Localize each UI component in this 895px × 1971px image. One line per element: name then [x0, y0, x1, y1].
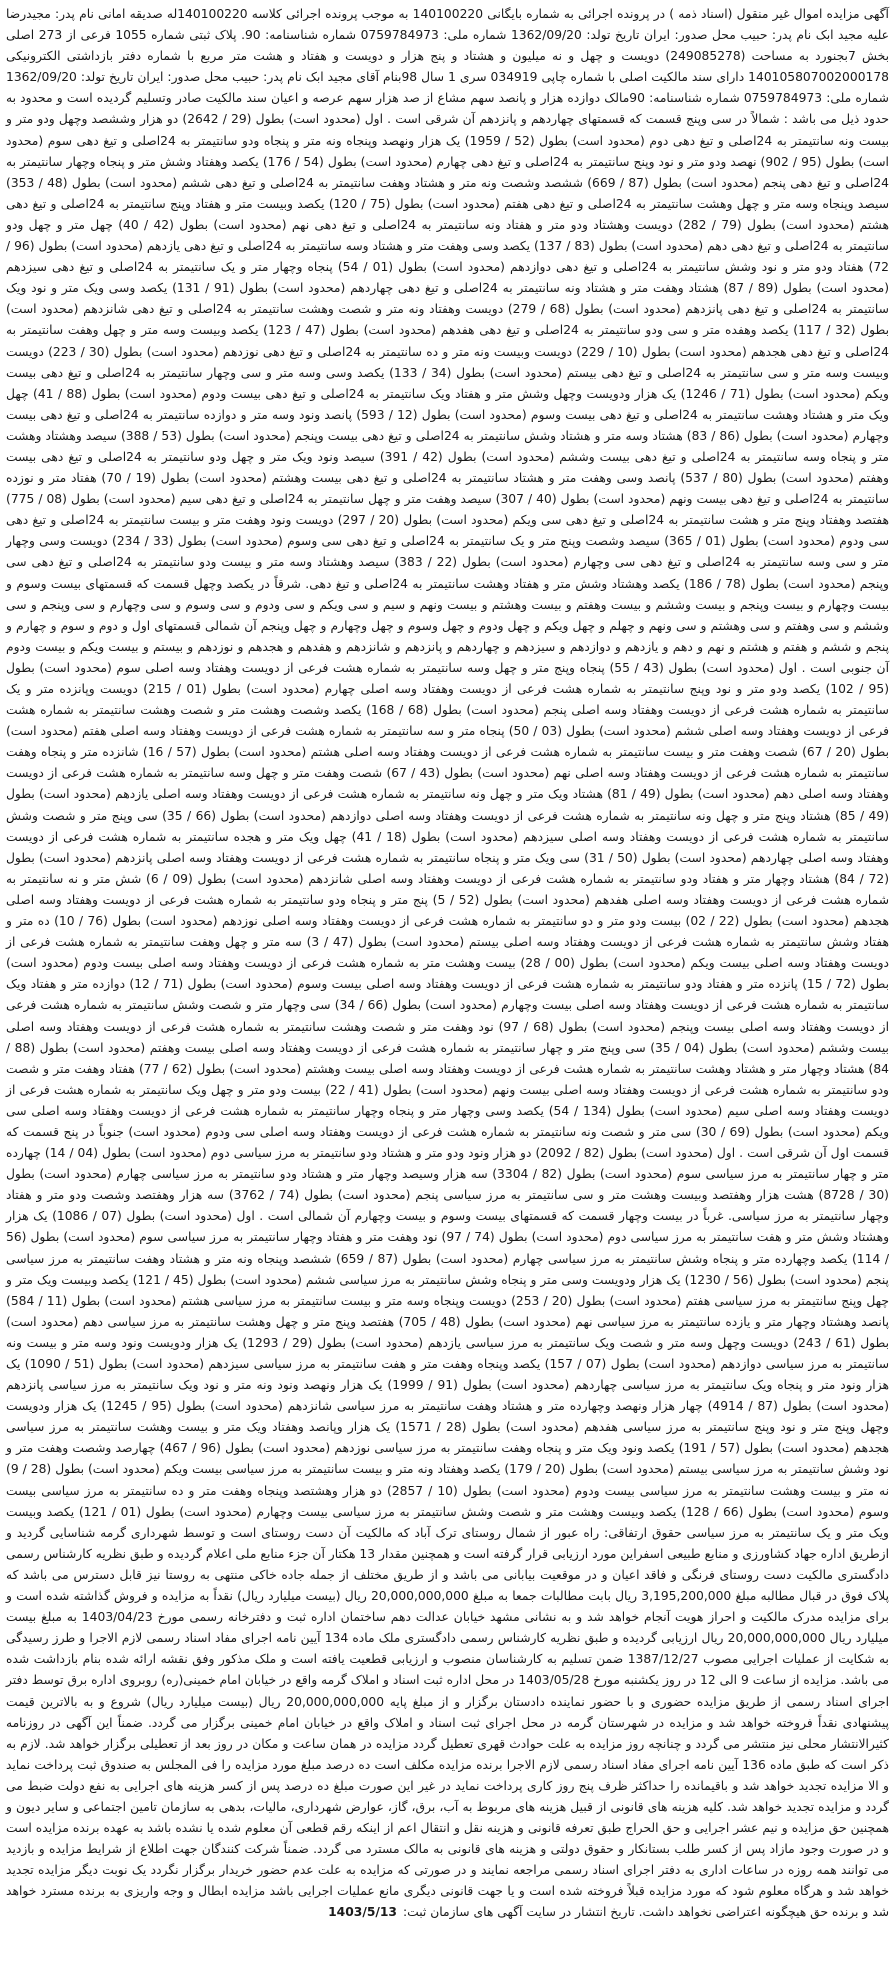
notice-heading: آگهی مزایده اموال غیر منقول (اسناد ذمه )	[669, 7, 889, 21]
notice-body: در پرونده اجرائی به شماره بایگانی 140100220 به موجب پرونده اجرائی کلاسه 140100220له صدیقه امانی نام پدر: مجیدرضا علیه مجید ابک نام پدر: حبیب محل صدور: ایران تاریخ تولد: 1362/09/20 شماره ملی: 0759784973 شماره شناسنامه: 90. پلاک ثبتی شماره 1055 فرعی از 273 اصلی بخش 7بجنورد به مساحت (249085278) دویست و چهل و نه میلیون و هشتاد و پنج هزار و دویست و هفتاد و هشت متر مربع با شماره دفتر بازداشتی الکترونیکی 140105807002000178 دارای سند مالکیت اصلی با شماره چاپی 034919 سری 1 سال 98بنام آقای مجید ابک نام پدر: حبیب محل صدور: ایران تاریخ تولد: 1362/09/20 شماره ملی: 0759784973 شماره شناسنامه: 90مالک دوازده هزار و پانصد سهم مشاع از صد هزار سهم عرصه و اعیان سند مالکیت صادر وتسلیم گردیده است و محدود به حدود ذیل می باشد : شمالاً در سی وپنج قسمت که قسمتهای چهاردهم و پانزدهم آن شرقی است . اول (محدود است) بطول (29 / 2642) دو هزار وششصد وچهل ودو متر و بیست ونه سانتیمتر به 24اصلی و تیغ دهی دوم (محدود است) بطول (52 / 1959) یک هزار ونهصد وپنجاه ونه متر و پنجاه ودو سانتیمتر به 24اصلی و تیغ دهی سوم (محدود است) بطول (95 / 902) نهصد ودو متر و نود وپنج سانتیمتر به 24اصلی و تیغ دهی چهارم (محدود است) بطول (54 / 176) یکصد وهفتاد وشش متر و پنجاه وچهار سانتیمتر به 24اصلی و تیغ دهی پنجم (محدود است) بطول (87 / 669) ششصد وشصت ونه متر و هشتاد وهفت سانتیمتر به 24اصلی و تیغ دهی ششم (محدود است) بطول (48 / 353) سیصد وپنجاه وسه متر و چهل وهشت سانتیمتر به 24اصلی و تیغ دهی هفتم (محدود است) بطول (75 / 120) یکصد وبیست متر و هفتاد وپنج سانتیمتر به 24اصلی و تیغ دهی هشتم (محدود است) بطول (79 / 282) دویست وهشتاد ودو متر و هفتاد ونه سانتیمتر به 24اصلی و تیغ دهی نهم (محدود است) بطول (42 / 40) چهل متر و چهل ودو سانتیمتر به 24اصلی و تیغ دهی دهم (محدود است) بطول (83 / 137) یکصد وسی وهفت متر و هشتاد وسه سانتیمتر به 24اصلی و تیغ دهی یازدهم (محدود است) بطول (96 / 72) هفتاد ودو متر و نود وشش سانتیمتر به 24اصلی و تیغ دهی دوازدهم (محدود است) بطول (01 / 54) پنجاه وچهار متر و یک سانتیمتر به 24اصلی و تیغ دهی سیزدهم (محدود است) بطول (89 / 87) هشتاد وهفت متر و هشتاد ونه سانتیمتر به 24اصلی و تیغ دهی چهاردهم (محدود است) بطول (91 / 131) یکصد وسی ویک متر و نود ویک سانتیمتر به 24اصلی و تیغ دهی پانزدهم (محدود است) بطول (68 / 279) دویست وهفتاد ونه متر و شصت وهشت سانتیمتر به 24اصلی و تیغ دهی شانزدهم (محدود است) بطول (32 / 117) یکصد وهفده متر و سی ودو سانتیمتر به 24اصلی و تیغ دهی هفدهم (محدود است) بطول (47 / 123) یکصد وبیست وسه متر و چهل وهفت سانتیمتر به 24اصلی و تیغ دهی هجدهم (محدود است) بطول (10 / 229) دویست وبیست ونه متر و ده سانتیمتر به 24اصلی و تیغ دهی نوزدهم (محدود است) بطول (30 / 223) دویست وبیست وسه متر و سی سانتیمتر به 24اصلی و تیغ دهی بیستم (محدود است) بطول (34 / 133) یکصد وسی وسه متر و سی وچهار سانتیمتر به 24اصلی و تیغ دهی بیست ویکم (محدود است) بطول (71 / 1246) یک هزار ودویست وچهل وشش متر و هفتاد ویک سانتیمتر به 24اصلی و تیغ دهی بیست ودوم (محدود است) بطول (88 / 41) چهل ویک متر و هشتاد وهشت سانتیمتر به 24اصلی و تیغ دهی بیست وسوم (محدود است) بطول (12 / 593) پانصد ونود وسه متر و دوازده سانتیمتر به 24اصلی و تیغ دهی بیست وچهارم (محدود است) بطول (86 / 83) هشتاد وسه متر و هشتاد وشش سانتیمتر به 24اصلی و تیغ دهی بیست وپنجم (محدود است) بطول (53 / 388) سیصد وهشتاد وهشت متر و پنجاه وسه سانتیمتر به 24اصلی و تیغ دهی بیست وششم (محدود است) بطول (42 / 391) سیصد ونود ویک متر و چهل ودو سانتیمتر به 24اصلی و تیغ دهی بیست وهفتم (محدود است) بطول (80 / 537) پانصد وسی وهفت متر و هشتاد سانتیمتر به 24اصلی و تیغ دهی بیست وهشتم (محدود است) بطول (19 / 70) هفتاد متر و نوزده سانتیمتر به 24اصلی و تیغ دهی بیست ونهم (محدود است) بطول (40 / 307) سیصد وهفت متر و چهل سانتیمتر به 24اصلی و تیغ دهی سیم (محدود است) بطول (08 / 775) هفتصد وهفتاد وپنج متر و هشت سانتیمتر به 24اصلی و تیغ دهی سی ویکم (محدود است) بطول (20 / 297) دویست ونود وهفت متر و بیست سانتیمتر به 24اصلی و تیغ دهی سی ودوم (محدود است) بطول (01 / 365) سیصد وشصت وپنج متر و یک سانتیمتر به 24اصلی و تیغ دهی سی وسوم (محدود است) بطول (33 / 234) دویست وسی وچهار متر و سی وسه سانتیمتر به 24اصلی و تیغ دهی سی وچهارم (محدود است) بطول (22 / 383) سیصد وهشتاد وسه متر و بیست ودو سانتیمتر به 24اصلی و تیغ دهی سی وپنجم (محدود است) بطول (78 / 186) یکصد وهشتاد وشش متر و هفتاد وهشت سانتیمتر به 24اصلی و تیغ دهی. شرقاً در یکصد وچهل قسمت که قسمتهای بیست وسوم و بیست وچهارم و بیست وپنجم و بیست وششم و بیست وهفتم و بیست وهشتم و بیست ونهم و سیم و سی ویکم و سی ودوم و سی وسوم و سی وچهارم و سی وپنجم و سی وششم و سی وهفتم و سی وهشتم و سی ونهم و چهلم و چهل ویکم و چهل ودوم و چهل وسوم و چهل وچهارم و چهل وپنجم آن شمالی قسمتهای اول و دوم و سوم و چهارم و پنجم و ششم و هفتم و هشتم و نهم و دهم و یازدهم و دوازدهم و سیزدهم و چهاردهم و پانزدهم و شانزدهم و هفدهم و هجدهم و نوزدهم و بیستم و بیست ویکم و بیست ودوم آن جنوبی است . اول (محدود است) بطول (43 / 55) پنجاه وپنج متر و چهل وسه سانتیمتر به شماره هشت فرعی از دویست وهفتاد وسه اصلی سوم (محدود است) بطول (95 / 102) یکصد ودو متر و نود وپنج سانتیمتر به شماره هشت فرعی از دویست وهفتاد وسه اصلی چهارم (محدود است) بطول (01 / 215) دویست وپانزده متر و یک سانتیمتر به شماره هشت فرعی از دویست وهفتاد وسه اصلی پنجم (محدود است) بطول (68 / 168) یکصد وشصت وهشت متر و شصت وهشت سانتیمتر به شماره هشت فرعی از دویست وهفتاد وسه اصلی ششم (محدود است) بطول (03 / 50) پنجاه متر و سه سانتیمتر به شماره هشت فرعی از دویست وهفتاد وسه اصلی هفتم (محدود است) بطول (20 / 67) شصت وهفت متر و بیست سانتیمتر به شماره هشت فرعی از دویست وهفتاد وسه اصلی هشتم (محدود است) بطول (57 / 16) شانزده متر و پنجاه وهفت سانتیمتر به شماره هشت فرعی از دویست وهفتاد وسه اصلی نهم (محدود است) بطول (43 / 67) شصت وهفت متر و چهل وسه سانتیمتر به شماره هشت فرعی از دویست وهفتاد وسه اصلی دهم (محدود است) بطول (49 / 81) هشتاد ویک متر و چهل ونه سانتیمتر به شماره هشت فرعی از دویست وهفتاد وسه اصلی یازدهم (محدود است) بطول (49 / 85) هشتاد وپنج متر و چهل ونه سانتیمتر به شماره هشت فرعی از دویست وهفتاد وسه اصلی دوازدهم (محدود است) بطول (66 / 35) سی وپنج متر و شصت وشش سانتیمتر به شماره هشت فرعی از دویست وهفتاد وسه اصلی سیزدهم (محدود است) بطول (18 / 41) چهل ویک متر و هجده سانتیمتر به شماره هشت فرعی از دویست وهفتاد وسه اصلی چهاردهم (محدود است) بطول (50 / 31) سی ویک متر و پنجاه سانتیمتر به شماره هشت فرعی از دویست وهفتاد وسه اصلی پانزدهم (محدود است) بطول (72 / 84) هشتاد وچهار متر و هفتاد ودو سانتیمتر به شماره هشت فرعی از دویست وهفتاد وسه اصلی شانزدهم (محدود است) بطول (09 / 6) شش متر و نه سانتیمتر به شماره هشت فرعی از دویست وهفتاد وسه اصلی هفدهم (محدود است) بطول (52 / 5) پنج متر و پنجاه ودو سانتیمتر به شماره هشت فرعی از دویست وهفتاد وسه اصلی هجدهم (محدود است) بطول (22 / 02) بیست ودو متر و دو سانتیمتر به شماره هشت فرعی از دویست وهفتاد وسه اصلی نوزدهم (محدود است) بطول (76 / 10) ده متر و هفتاد وشش سانتیمتر به شماره هشت فرعی از دویست وهفتاد وسه اصلی بیستم (محدود است) بطول (47 / 3) سه متر و چهل وهفت سانتیمتر به شماره هشت فرعی از دویست وهفتاد وسه اصلی بیست ویکم (محدود است) بطول (00 / 28) بیست وهشت متر به شماره هشت فرعی از دویست وهفتاد وسه اصلی بیست ودوم (محدود است) بطول (72 / 15) پانزده متر و هفتاد ودو سانتیمتر به شماره هشت فرعی از دویست وهفتاد وسه اصلی بیست وسوم (محدود است) بطول (71 / 12) دوازده متر و هفتاد ویک سانتیمتر به شماره هشت فرعی از دویست وهفتاد وسه اصلی بیست وچهارم (محدود است) بطول (66 / 34) سی وچهار متر و شصت وشش سانتیمتر به شماره هشت فرعی از دویست وهفتاد وسه اصلی بیست وپنجم (محدود است) بطول (68 / 97) نود وهفت متر و شصت وهشت سانتیمتر به شماره هشت فرعی از دویست وهفتاد وسه اصلی بیست وششم (محدود است) بطول (04 / 35) سی وپنج متر و چهار سانتیمتر به شماره هشت فرعی از دویست وهفتاد وسه اصلی بیست وهفتم (محدود است) بطول (88 / 84) هشتاد وچهار متر و هشتاد وهشت سانتیمتر به شماره هشت فرعی از دویست وهفتاد وسه اصلی بیست وهشتم (محدود است) بطول (62 / 77) هفتاد وهفت متر و شصت ودو سانتیمتر به شماره هشت فرعی از دویست وهفتاد وسه اصلی بیست ونهم (محدود است) بطول (41 / 22) بیست ودو متر و چهل ویک سانتیمتر به شماره هشت فرعی از دویست وهفتاد وسه اصلی سیم (محدود است) بطول (134 / 54) یکصد وسی وچهار متر و پنجاه وچهار سانتیمتر به شماره هشت فرعی از دویست وهفتاد وسه اصلی سی ویکم (محدود است) بطول (69 / 30) سی متر و شصت ونه سانتیمتر به شماره هشت فرعی از دویست وهفتاد وسه اصلی سی ودوم (محدود است) جنوباً در پنج قسمت که قسمت اول آن شرقی است . اول (محدود است) بطول (82 / 2092) دو هزار ونود ودو متر و هشتاد ودو سانتیمتر به مرز سیاسی دوم (محدود است) بطول (04 / 14) چهارده متر و چهار سانتیمتر به مرز سیاسی سوم (محدود است) بطول (82 / 3304) سه هزار وسیصد وچهار متر و هشتاد ودو سانتیمتر به مرز سیاسی چهارم (محدود است) بطول (30 / 8728) هشت هزار وهفتصد وبیست وهشت متر و سی سانتیمتر به مرز سیاسی پنجم (محدود است) بطول (74 / 3762) سه هزار وهفتصد وشصت ودو متر و هفتاد وچهار سانتیمتر به مرز سیاسی. غرباً در بیست وچهار قسمت که قسمتهای بیست وسوم و بیست وچهارم آن شمالی است . اول (محدود است) بطول (07 / 1086) یک هزار وهشتاد وشش متر و هفت سانتیمتر به مرز سیاسی دوم (محدود است) بطول (74 / 97) نود وهفت متر و هفتاد وچهار سانتیمتر به مرز سیاسی سوم (محدود است) بطول (56 / 114) یکصد وچهارده متر و پنجاه وشش سانتیمتر به مرز سیاسی چهارم (محدود است) بطول (87 / 659) ششصد وپنجاه ونه متر و هشتاد وهفت سانتیمتر به مرز سیاسی پنجم (محدود است) بطول (56 / 1230) یک هزار ودویست وسی متر و پنجاه وشش سانتیمتر به مرز سیاسی ششم (محدود است) بطول (45 / 121) یکصد وبیست ویک متر و چهل وپنج سانتیمتر به مرز سیاسی هفتم (محدود است) بطول (20 / 253) دویست وپنجاه وسه متر و بیست سانتیمتر به مرز سیاسی هشتم (محدود است) بطول (11 / 584) پانصد وهشتاد وچهار متر و یازده سانتیمتر به مرز سیاسی نهم (محدود است) بطول (48 / 705) هفتصد وپنج متر و چهل وهشت سانتیمتر به مرز سیاسی دهم (محدود است) بطول (61 / 243) دویست وچهل وسه متر و شصت ویک سانتیمتر به مرز سیاسی یازدهم (محدود است) بطول (29 / 1293) یک هزار ودویست ونود وسه متر و بیست ونه سانتیمتر به مرز سیاسی دوازدهم (محدود است) بطول (07 / 157) یکصد وپنجاه وهفت متر و هفت سانتیمتر به مرز سیاسی سیزدهم (محدود است) بطول (51 / 1090) یک هزار ونود متر و پنجاه ویک سانتیمتر به مرز سیاسی چهاردهم (محدود است) بطول (91 / 1999) یک هزار ونهصد ونود ونه متر و نود ویک سانتیمتر به مرز سیاسی پانزدهم (محدود است) بطول (87 / 4914) چهار هزار ونهصد وچهارده متر و هشتاد وهفت سانتیمتر به مرز سیاسی شانزدهم (محدود است) بطول (95 / 1245) یک هزار ودویست وچهل وپنج متر و نود وپنج سانتیمتر به مرز سیاسی هفدهم (محدود است) بطول (28 / 1571) یک هزار وپانصد وهفتاد ویک متر و بیست وهشت سانتیمتر به مرز سیاسی هجدهم (محدود است) بطول (57 / 191) یکصد ونود ویک متر و پنجاه وهفت سانتیمتر به مرز سیاسی نوزدهم (محدود است) بطول (96 / 467) چهارصد وشصت وهفت متر و نود وشش سانتیمتر به مرز سیاسی بیستم (محدود است) بطول (20 / 179) یکصد وهفتاد ونه متر و بیست سانتیمتر به مرز سیاسی بیست ویکم (محدود است) بطول (28 / 9) نه متر و بیست وهشت سانتیمتر به مرز سیاسی بیست ودوم (محدود است) بطول (10 / 2857) دو هزار وهشتصد وپنجاه وهفت متر و ده سانتیمتر به مرز سیاسی بیست وسوم (محدود است) بطول (66 / 128) یکصد وبیست وهشت متر و شصت وشش سانتیمتر به مرز سیاسی بیست وچهارم (محدود است) بطول (01 / 121) یکصد وبیست ویک متر و یک سانتیمتر به مرز سیاسی حقوق ارتفاقی: راه عبور از شمال روستای ترک آباد که مالکیت آن دست روستای است و توسط شهرداری گرمه شناسایی گردید و ازطریق اداره جهاد کشاورزی و منابع طبیعی اسفراین مورد ارزیابی قرار گرفته است و همچنین مقدار 13 هکتار آن جزء منابع ملی اعلام گردیده و طبق نظریه کارشناس رسمی دادگستری مالکیت دست روستای فرنگی و فاقد اعیان و در موقعیت بیابانی می باشد و از طریق مختلف از جمله جاده خاکی منتهی به روستا نیز قابل دسترس می باشد که پلاک فوق در قبال مطالبه مبلغ 3,195,200,000 ریال بابت مطالبات جمعا به مبلغ 20,000,000,000 ریال (بیست میلیارد ریال) نقداً به مزایده و فروش گذاشته شده است و برای مزایده مدرک مالکیت و احراز هویت آنجام خواهد شد و به نشانی مشهد خیابان عدالت دهم ساختمان اداره ثبت و دفترخانه رسمی مورخ 1403/04/23 به مبلغ بیست میلیارد ریال 20,000,000,000 ریال ارزیابی گردیده و طبق نظریه کارشناس رسمی دادگستری ملک ماده 134 آیین نامه اجرای مفاد اسناد رسمی لازم الاجرا و طرز رسیدگی به شکایت از عملیات اجرایی مصوب 1387/12/27 ضمن تسلیم به کارشناسان منصوب و ارزیابی قطعیت یافته است و ملک مذکور وفق نقشه ارائه شده بنام بازداشت شده می باشد. مزایده از ساعت 9 الی 12 در روز یکشنبه مورخ 1403/05/28 در محل اداره ثبت اسناد و املاک گرمه واقع در خیابان امام خمینی(ره) روبروی اداره برق توسط دفتر اجرای اسناد رسمی از طریق مزایده حضوری و با حضور نماینده دادستان برگزار و از مبلغ پایه 20,000,000,000 ریال (بیست میلیارد ریال) شروع و به بالاترین قیمت پیشنهادی نقداً فروخته خواهد شد و مزایده در شهرستان گرمه در محل اجرای ثبت اسناد و املاک واقع در خیابان امام خمینی برگزار می گردد. ضمناً این آگهی در روزنامه کثیرالانتشار محلی نیز منتشر می گردد و چنانچه روز مزایده به علت حوادث قهری تعطیل گردد مزایده در همان ساعت و مکان در روز بعد از تعطیلی برگزار خواهد شد. لازم به ذکر است که طبق ماده 136 آیین نامه اجرای مفاد اسناد رسمی لازم الاجرا برنده مزایده مکلف است ده درصد مبلغ مورد مزایده را فی المجلس به صندوق ثبت پرداخت نماید و الا مزایده تجدید خواهد شد و باقیمانده را حداکثر ظرف پنج روز کاری پرداخت نماید در غیر این صورت مبلغ ده درصد پس از کسر هزینه های اجرایی به نفع دولت ضبط می گردد و مزایده تجدید خواهد شد. کلیه هزینه های قانونی از قبیل هزینه های مربوط به آب، برق، گاز، عوارض شهرداری، مالیات، بدهی به سازمان تامین اجتماعی و سایر دیون و همچنین حق مزایده و نیم عشر اجرایی و حق الحراج طبق تعرفه قانونی و هزینه نقل و انتقال اعم از اینکه رقم قطعی آن معلوم شده یا نشده باشد به عهده برنده مزایده است و در صورت وجود مازاد پس از کسر طلب بستانکار و حقوق دولتی و هزینه های قانونی به مالک مسترد می گردد. ضمناً شرکت کنندگان جهت اطلاع از شرایط مزایده و بازدید می توانند همه روزه در ساعات اداری به دفتر اجرای اسناد رسمی مراجعه نمایند و در صورتی که مزایده به علت عدم حضور خریدار برگزار نگردد یک نوبت دیگر مزایده تجدید خواهد شد و هرگاه معلوم شود که مورد مزایده قبلاً فروخته شده است و یا جهت قانونی دیگری مانع عملیات اجرایی باشد مزایده ابطال و وجه واریزی به برنده مسترد خواهد شد و برنده حق هیچگونه اعتراضی نخواهد داشت. تاریخ انتشار در سایت آگهی های سازمان ثبت:	[6, 7, 890, 1920]
publication-date: 1403/5/13	[328, 1905, 397, 1920]
notice-paragraph	[6, 4, 889, 1924]
